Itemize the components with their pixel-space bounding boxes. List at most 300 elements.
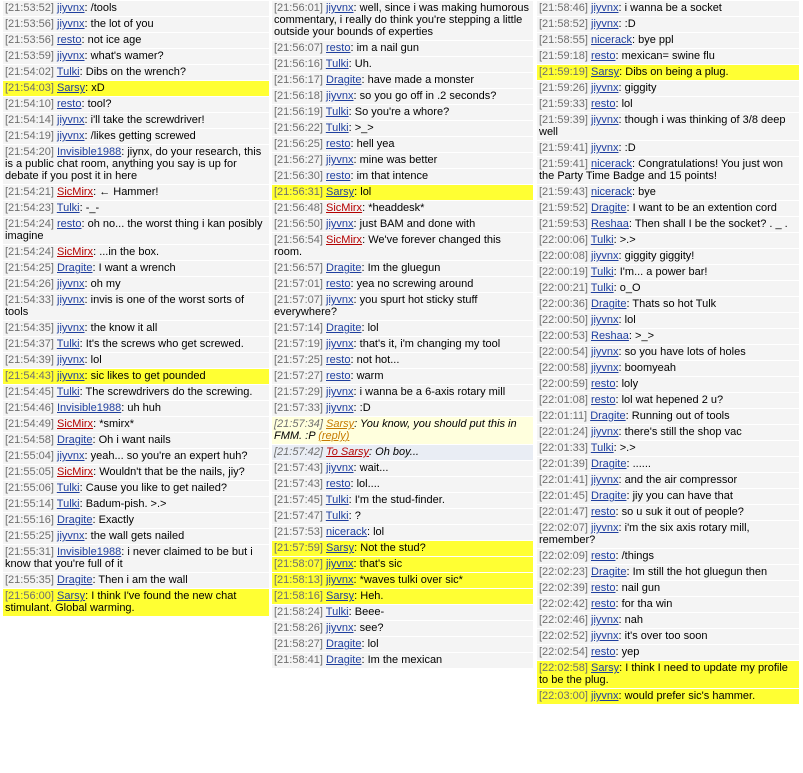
chat-message: [21:56:48] SicMirx: *headdesk* [272,201,533,216]
message-text: i'm the six axis rotary mill, remember? [539,522,750,546]
message-text: you spurt hot sticky stuff everywhere? [274,294,478,318]
chat-message: [21:55:31] Invisible1988: i never claimed to be but i know that you're full of it [3,545,269,572]
chat-message: [21:54:46] Invisible1988: uh huh [3,401,269,416]
username-link[interactable]: SicMirx [57,466,94,478]
message-timestamp: [21:57:45] [274,494,323,506]
chat-message: [21:59:53] Reshaa: Then shall I be the socket? . _ . [537,217,799,232]
message-timestamp: [22:01:45] [539,490,588,502]
username-link[interactable]: jiyvnx [57,130,85,142]
chat-message: [21:57:59] Sarsy: Not the stud? [272,541,533,556]
message-text: so u suk it out of people? [621,506,744,518]
username-link[interactable]: jiyvnx [326,338,354,350]
username-link[interactable]: Dragite [57,434,93,446]
message-text: yep [621,646,640,658]
message-timestamp: [21:58:46] [539,2,588,14]
chat-message: [21:54:14] jiyvnx: i'll take the screwdriver! [3,113,269,128]
message-timestamp: [21:57:29] [274,386,323,398]
username-link[interactable]: jiyvnx [57,278,85,290]
username-link[interactable]: Dragite [591,490,627,502]
username-link[interactable]: resto [591,394,616,406]
username-link[interactable]: jiyvnx [326,386,354,398]
message-text: :D [624,142,636,154]
chat-message: [21:54:20] Invisible1988: jiynx, do your research, this is a public chat room, anything you say is up for debate if you post it in here [3,145,269,184]
username-link[interactable]: resto [591,98,616,110]
username-link[interactable]: jiyvnx [57,114,85,126]
username-link[interactable]: Invisible1988 [57,146,122,158]
username-link[interactable]: Tulki [325,494,349,506]
message-timestamp: [21:54:24] [5,218,54,230]
username-link[interactable]: jiyvnx [591,142,619,154]
username-link[interactable]: jiyvnx [591,2,619,14]
message-timestamp: [21:54:58] [5,434,54,446]
message-timestamp: [21:57:47] [274,510,323,522]
message-timestamp: [21:53:56] [5,18,54,30]
message-timestamp: [21:54:10] [5,98,54,110]
message-text: Im the gluegun [367,262,441,274]
message-timestamp: [22:02:23] [539,566,588,578]
chat-message: [22:01:08] resto: lol wat hepened 2 u? [537,393,799,408]
chat-message: [21:56:01] jiyvnx: well, since i was making humorous commentary, i really do think you're stepping a little outside your bounds of experties [272,1,533,40]
message-text: I want a wrench [98,262,176,274]
message-timestamp: [21:56:19] [274,106,323,118]
message-timestamp: [21:58:41] [274,654,323,666]
message-text: boomyeah [624,362,677,374]
username-link[interactable]: resto [591,582,616,594]
username-link[interactable]: Sarsy [326,186,355,198]
chat-message: [21:56:07] resto: im a nail gun [272,41,533,56]
username-link[interactable]: jiyvnx [57,450,85,462]
message-timestamp: [21:55:31] [5,546,54,558]
message-text: *smirx* [99,418,135,430]
chat-message: [21:56:16] Tulki: Uh. [272,57,533,72]
chat-message: [21:54:25] Dragite: I want a wrench [3,261,269,276]
message-text: oh no... the worst thing i kan posibly imagine [5,218,263,242]
username-link[interactable]: Tulki [325,58,349,70]
message-text: nail gun [621,582,661,594]
chat-message: [21:53:56] resto: not ice age [3,33,269,48]
username-link[interactable]: SicMirx [326,234,363,246]
message-text: Im still the hot gluegun then [632,566,768,578]
chat-message: [21:58:52] jiyvnx: :D [537,17,799,32]
message-text: I think I need to update my profile to be the plug. [539,662,788,686]
message-text: lol [367,322,379,334]
username-link[interactable]: SicMirx [326,202,363,214]
chat-message: [21:56:50] jiyvnx: just BAM and done with [272,217,533,232]
username-link[interactable]: Tulki [56,66,80,78]
username-link[interactable]: Tulki [56,338,80,350]
message-text: im that intence [356,170,429,182]
message-timestamp: [22:00:59] [539,378,588,390]
message-timestamp: [21:54:43] [5,370,54,382]
username-link[interactable]: jiyvnx [326,154,354,166]
message-text: I'm... a power bar! [619,266,708,278]
message-text: it's over too soon [624,630,708,642]
chat-message: [21:57:42] To Sarsy: Oh boy... [272,445,533,460]
chat-message: [21:54:23] Tulki: -_- [3,201,269,216]
username-link[interactable]: Invisible1988 [57,402,122,414]
message-timestamp: [21:55:25] [5,530,54,542]
message-text: Oh boy... [375,446,419,458]
username-link[interactable]: jiyvnx [591,426,619,438]
username-link[interactable]: jiyvnx [326,622,354,634]
username-link[interactable]: jiyvnx [57,2,85,14]
chat-message: [22:00:54] jiyvnx: so you have lots of holes [537,345,799,360]
username-link[interactable]: Sarsy [326,418,355,430]
username-link[interactable]: Tulki [325,510,349,522]
username-link[interactable]: resto [326,370,351,382]
message-text: for tha win [621,598,673,610]
message-text: well, since i was making humorous commentary, i really do think you're stepping a little outside your bounds of experties [274,2,529,38]
message-timestamp: [22:00:54] [539,346,588,358]
message-text: Then shall I be the socket? . _ . [634,218,788,230]
message-text: ← Hammer! [99,186,159,198]
username-link[interactable]: resto [326,42,351,54]
message-timestamp: [22:01:24] [539,426,588,438]
message-text: giggity giggity! [624,250,695,262]
message-text: i wanna be a socket [624,2,722,14]
username-link[interactable]: nicerack [591,158,632,170]
message-timestamp: [22:01:33] [539,442,588,454]
message-timestamp: [21:56:31] [274,186,323,198]
username-link[interactable]: resto [591,550,616,562]
username-link[interactable]: Dragite [326,74,362,86]
message-text: just BAM and done with [359,218,476,230]
chat-message: [21:54:24] resto: oh no... the worst thing i kan posibly imagine [3,217,269,244]
username-link[interactable]: jiyvnx [591,474,619,486]
chat-message: [21:54:21] SicMirx: ← Hammer! [3,185,269,200]
chat-message: [21:59:43] nicerack: bye [537,185,799,200]
chat-message: [22:01:47] resto: so u suk it out of people? [537,505,799,520]
message-timestamp: [22:00:53] [539,330,588,342]
username-link[interactable]: jiyvnx [591,690,619,702]
username-link[interactable]: Sarsy [57,82,86,94]
username-link[interactable]: Sarsy [326,542,355,554]
username-link[interactable]: Tulki [56,202,80,214]
message-text: Cause you like to get nailed? [85,482,228,494]
message-text: would prefer sic's hammer. [624,690,756,702]
message-timestamp: [21:54:46] [5,402,54,414]
chat-message: [21:56:19] Tulki: So you're a whore? [272,105,533,120]
chat-message: [21:54:58] Dragite: Oh i want nails [3,433,269,448]
message-text: and the air compressor [624,474,738,486]
message-timestamp: [21:58:16] [274,590,323,602]
chat-message: [22:01:11] Dragite: Running out of tools [537,409,799,424]
username-link[interactable]: SicMirx [57,186,94,198]
message-timestamp: [21:56:16] [274,58,323,70]
username-link[interactable]: SicMirx [57,418,94,430]
message-text: the know it all [90,322,158,334]
username-link[interactable]: Dragite [591,202,627,214]
username-link[interactable]: Tulki [590,442,614,454]
message-timestamp: [21:54:39] [5,354,54,366]
username-link[interactable]: jiyvnx [326,402,354,414]
chat-message: [21:54:37] Tulki: It's the screws who get screwed. [3,337,269,352]
message-text: >.> [619,442,636,454]
username-link[interactable]: Dragite [57,574,93,586]
username-link[interactable]: resto [57,34,82,46]
message-timestamp: [21:56:48] [274,202,323,214]
username-link[interactable]: jiyvnx [591,18,619,30]
username-link[interactable]: jiyvnx [326,294,354,306]
message-timestamp: [22:02:07] [539,522,588,534]
message-text: Thats so hot Tulk [632,298,717,310]
message-text: I think I've found the new chat stimulant. Global warming. [5,590,237,614]
username-link[interactable]: Tulki [590,234,614,246]
message-timestamp: [21:59:33] [539,98,588,110]
username-link[interactable]: jiyvnx [326,2,354,14]
chat-message: [21:56:00] Sarsy: I think I've found the new chat stimulant. Global warming. [3,589,269,616]
username-link[interactable]: jiyvnx [57,50,85,62]
username-link[interactable]: jiyvnx [591,114,619,126]
message-text: tool? [87,98,112,110]
username-link[interactable]: resto [591,50,616,62]
username-link[interactable]: nicerack [326,526,367,538]
message-text: not ice age [87,34,142,46]
username-link[interactable]: jiyvnx [326,218,354,230]
chat-message: [21:54:33] jiyvnx: invis is one of the worst sorts of tools [3,293,269,320]
username-link[interactable]: Dragite [57,514,93,526]
username-link[interactable]: Sarsy [326,590,355,602]
chat-message: [22:00:06] Tulki: >.> [537,233,799,248]
message-text: Dibs on the wrench? [85,66,187,78]
username-link[interactable]: jiyvnx [57,18,85,30]
chat-message: [21:56:54] SicMirx: We've forever changed this room. [272,233,533,260]
chat-message: [21:59:52] Dragite: I want to be an extention cord [537,201,799,216]
username-link[interactable]: jiyvnx [591,630,619,642]
chat-message: [22:02:23] Dragite: Im still the hot gluegun then [537,565,799,580]
username-link[interactable]: jiyvnx [57,370,85,382]
username-link[interactable]: Dragite [326,262,362,274]
chat-message: [21:54:19] jiyvnx: /likes getting screwed [3,129,269,144]
username-link[interactable]: resto [591,598,616,610]
message-text: nah [624,614,643,626]
message-text: Exactly [98,514,135,526]
chat-message: [22:01:33] Tulki: >.> [537,441,799,456]
chat-message: [21:58:26] jiyvnx: see? [272,621,533,636]
message-text: lol [360,186,372,198]
message-timestamp: [21:55:06] [5,482,54,494]
username-link[interactable]: jiyvnx [591,522,619,534]
chat-message: [21:57:33] jiyvnx: :D [272,401,533,416]
chat-message: [21:56:31] Sarsy: lol [272,185,533,200]
username-link[interactable]: Tulki [56,482,80,494]
message-text: ? [354,510,361,522]
chat-message: [21:56:27] jiyvnx: mine was better [272,153,533,168]
message-timestamp: [21:57:53] [274,526,323,538]
username-link[interactable]: jiyvnx [57,322,85,334]
username-link[interactable]: resto [326,478,351,490]
message-timestamp: [21:59:52] [539,202,588,214]
username-link[interactable]: jiyvnx [57,530,85,542]
message-text: i never claimed to be but i know that you're full of it [5,546,253,570]
username-link[interactable]: Tulki [590,282,614,294]
chat-message: [21:58:24] Tulki: Beee- [272,605,533,620]
message-timestamp: [21:56:27] [274,154,323,166]
username-link[interactable]: Tulki [325,122,349,134]
message-timestamp: [21:59:53] [539,218,588,230]
chat-message: [21:57:19] jiyvnx: that's it, i'm changing my tool [272,337,533,352]
chat-message: [21:57:53] nicerack: lol [272,525,533,540]
message-text: yea no screwing around [356,278,474,290]
username-link[interactable]: resto [326,278,351,290]
message-text: see? [359,622,384,634]
username-link[interactable]: resto [591,646,616,658]
message-timestamp: [21:59:26] [539,82,588,94]
message-timestamp: [21:59:39] [539,114,588,126]
message-timestamp: [21:56:25] [274,138,323,150]
username-link[interactable]: jiyvnx [326,90,354,102]
message-timestamp: [22:01:11] [539,410,588,422]
chat-message: [22:00:21] Tulki: o_O [537,281,799,296]
username-link[interactable]: resto [326,170,351,182]
chat-message: [21:59:41] nicerack: Congratulations! You just won the Party Time Badge and 15 points! [537,157,799,184]
message-timestamp: [21:54:03] [5,82,54,94]
message-text: lol [367,638,379,650]
username-link[interactable]: Tulki [56,498,80,510]
message-timestamp: [21:59:18] [539,50,588,62]
message-timestamp: [21:55:05] [5,466,54,478]
chat-message: [21:58:13] jiyvnx: *waves tulki over sic* [272,573,533,588]
message-text: though i was thinking of 3/8 deep well [539,114,786,138]
username-link[interactable]: Reshaa [591,218,629,230]
username-link[interactable]: nicerack [591,186,632,198]
message-timestamp: [21:59:19] [539,66,588,78]
username-link[interactable]: Tulki [325,606,349,618]
username-link[interactable]: jiyvnx [57,354,85,366]
chat-message: [21:56:22] Tulki: >_> [272,121,533,136]
message-text: there's still the shop vac [624,426,742,438]
username-link[interactable]: resto [591,506,616,518]
chat-message: [22:02:09] resto: /things [537,549,799,564]
username-link[interactable]: Dragite [326,322,362,334]
message-timestamp: [21:57:19] [274,338,323,350]
message-text: :D [359,402,371,414]
message-timestamp: [21:57:14] [274,322,323,334]
username-link[interactable]: resto [326,354,351,366]
username-link[interactable]: resto [326,138,351,150]
message-timestamp: [21:55:14] [5,498,54,510]
username-link[interactable]: jiyvnx [591,614,619,626]
username-link[interactable]: Sarsy [591,662,620,674]
username-link[interactable]: Dragite [591,458,627,470]
username-link[interactable]: jiyvnx [591,346,619,358]
message-text: lol.... [356,478,380,490]
message-text: Badum-pish. >.> [85,498,167,510]
username-link[interactable]: resto [591,378,616,390]
username-link[interactable]: Dragite [591,566,627,578]
message-text: /tools [90,2,117,14]
username-link[interactable]: SicMirx [57,246,94,258]
message-timestamp: [21:54:02] [5,66,54,78]
chat-message: [21:59:39] jiyvnx: though i was thinking of 3/8 deep well [537,113,799,140]
message-timestamp: [22:01:08] [539,394,588,406]
chat-message: [21:54:02] Tulki: Dibs on the wrench? [3,65,269,80]
username-link[interactable]: Sarsy [57,590,86,602]
chat-message: [21:54:43] jiyvnx: sic likes to get pounded [3,369,269,384]
username-link[interactable]: jiyvnx [591,82,619,94]
message-text: sic likes to get pounded [90,370,206,382]
message-text: mexican= swine flu [621,50,715,62]
username-link[interactable]: Tulki [56,386,80,398]
message-text: so you have lots of holes [624,346,746,358]
message-timestamp: [21:54:21] [5,186,54,198]
message-text: bye ppl [638,34,674,46]
username-link[interactable]: Tulki [325,106,349,118]
username-link[interactable]: jiyvnx [326,462,354,474]
message-timestamp: [21:55:16] [5,514,54,526]
chat-message: [21:55:06] Tulki: Cause you like to get nailed? [3,481,269,496]
chat-message: [21:54:24] SicMirx: ...in the box. [3,245,269,260]
message-text: Uh. [354,58,372,70]
username-link[interactable]: Dragite [326,638,362,650]
message-timestamp: [22:02:58] [539,662,588,674]
chat-message: [21:57:34] Sarsy: You know, you should put this in FMM. :P (reply) [272,417,533,444]
message-timestamp: [21:57:34] [274,418,323,430]
username-link[interactable]: Dragite [326,654,362,666]
chat-message: [21:56:18] jiyvnx: so you go off in .2 seconds? [272,89,533,104]
chat-message: [21:57:25] resto: not hot... [272,353,533,368]
message-timestamp: [21:56:00] [5,590,54,602]
chat-message: [22:01:24] jiyvnx: there's still the shop vac [537,425,799,440]
chat-message: [22:02:46] jiyvnx: nah [537,613,799,628]
message-timestamp: [21:56:50] [274,218,323,230]
message-timestamp: [21:53:52] [5,2,54,14]
message-text: the lot of you [90,18,154,30]
message-text: im a nail gun [356,42,419,54]
message-timestamp: [21:58:07] [274,558,323,570]
message-timestamp: [21:58:27] [274,638,323,650]
username-link[interactable]: Invisible1988 [57,546,122,558]
username-link[interactable]: jiyvnx [591,314,619,326]
message-timestamp: [22:03:00] [539,690,588,702]
username-link[interactable]: jiyvnx [326,558,354,570]
username-link[interactable]: Dragite [57,262,93,274]
username-link[interactable]: Sarsy [591,66,620,78]
chat-message: [21:57:45] Tulki: I'm the stud-finder. [272,493,533,508]
message-text: lol wat hepened 2 u? [621,394,724,406]
message-timestamp: [21:58:13] [274,574,323,586]
message-timestamp: [22:00:06] [539,234,588,246]
username-link[interactable]: Dragite [591,298,627,310]
username-link[interactable]: resto [57,218,82,230]
username-link[interactable]: jiyvnx [591,362,619,374]
username-link[interactable]: Tulki [590,266,614,278]
username-link[interactable]: jiyvnx [591,250,619,262]
username-link[interactable]: resto [57,98,82,110]
username-link[interactable]: Dragite [590,410,626,422]
message-timestamp: [21:56:17] [274,74,323,86]
chat-message: [21:58:07] jiyvnx: that's sic [272,557,533,572]
chat-message: [22:00:08] jiyvnx: giggity giggity! [537,249,799,264]
message-timestamp: [21:54:20] [5,146,54,158]
username-link[interactable]: To Sarsy [326,446,370,458]
message-text: Dibs on being a plug. [625,66,729,78]
message-timestamp: [21:54:33] [5,294,54,306]
chat-message: [22:02:42] resto: for tha win [537,597,799,612]
chat-message: [21:57:14] Dragite: lol [272,321,533,336]
chat-message: [21:56:57] Dragite: Im the gluegun [272,261,533,276]
message-text: giggity [624,82,657,94]
message-timestamp: [21:54:49] [5,418,54,430]
username-link[interactable]: jiyvnx [326,574,354,586]
reply-link[interactable]: (reply) [318,430,350,442]
username-link[interactable]: nicerack [591,34,632,46]
message-text: Running out of tools [631,410,730,422]
message-text: that's sic [359,558,403,570]
username-link[interactable]: jiyvnx [57,294,85,306]
username-link[interactable]: Reshaa [591,330,629,342]
message-text: jiynx, do your research, this is a public chat room, anything you say is up for debate if you post it in here [5,146,262,182]
